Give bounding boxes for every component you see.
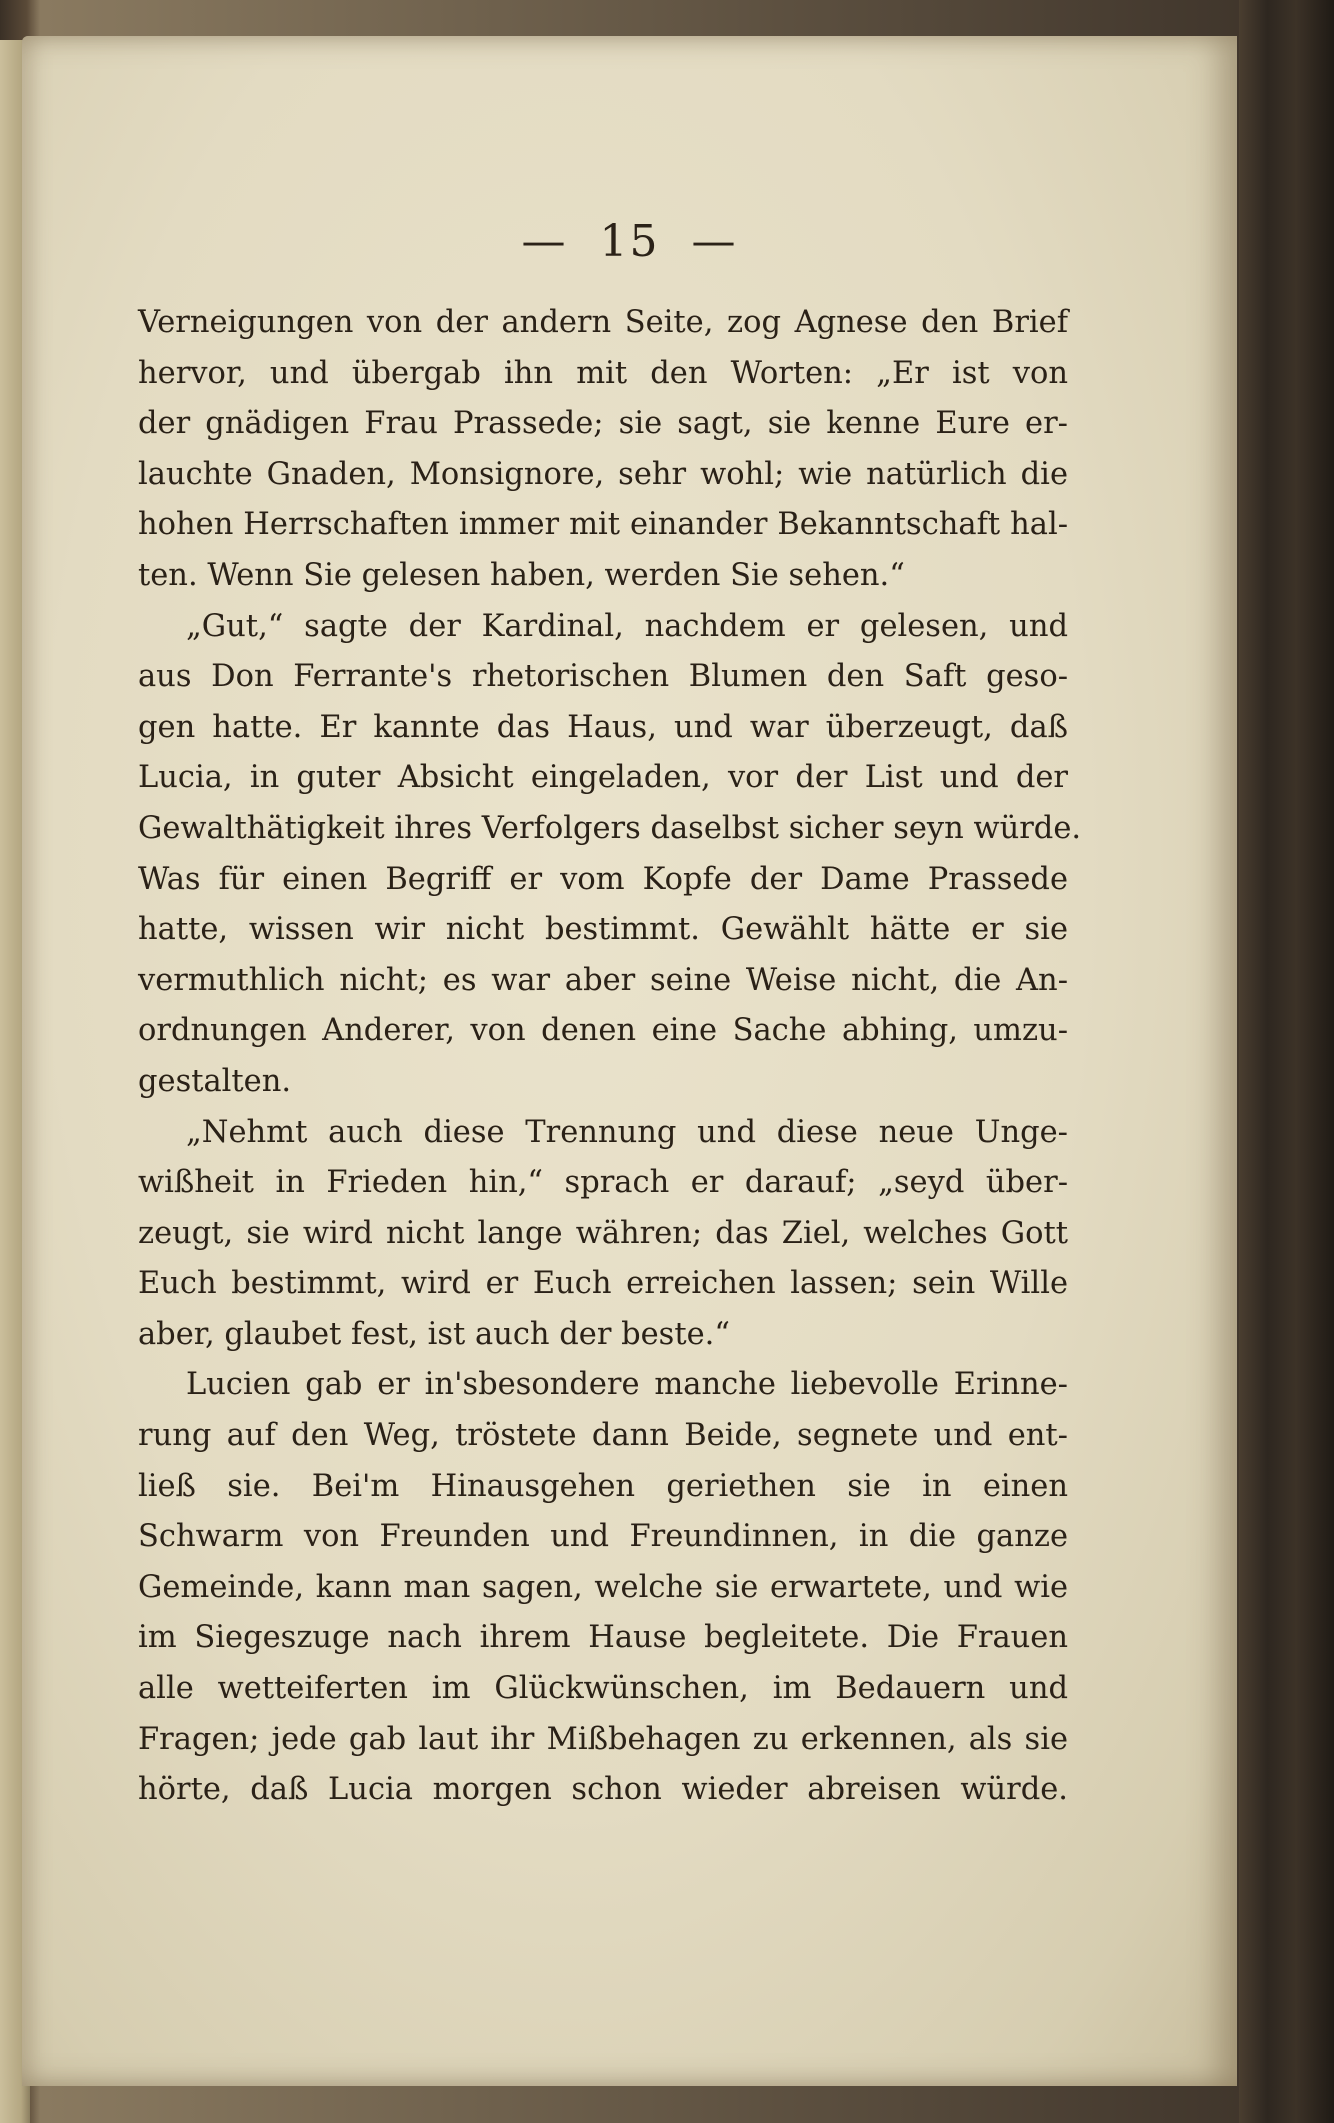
text-line: Fragen; jede gab laut ihr Mißbehagen zu erkennen, als sie <box>138 1721 1068 1757</box>
text-line: ließ sie. Bei'm Hinausgehen geriethen sie in einen <box>138 1468 1068 1504</box>
book-page <box>22 36 1237 2086</box>
header-dash-left: — <box>521 216 568 267</box>
page-header <box>22 216 1237 267</box>
text-line: ordnungen Anderer, von denen eine Sache abhing, umzu- <box>138 1013 1068 1049</box>
text-line: gestalten. <box>138 1063 292 1099</box>
text-line: Gemeinde, kann man sagen, welche sie erwartete, und wie <box>138 1569 1068 1605</box>
text-line: Verneigungen von der andern Seite, zog Agnese den Brief <box>138 305 1068 340</box>
text-line: im Siegeszuge nach ihrem Hause begleitete. Die Frauen <box>138 1620 1068 1656</box>
text-line: hörte, daß Lucia morgen schon wieder abreisen würde. <box>138 1772 1068 1808</box>
text-line: hatte, wissen wir nicht bestimmt. Gewählt hätte er sie <box>138 912 1068 948</box>
text-line: Lucia, in guter Absicht eingeladen, vor der List und der <box>138 760 1068 796</box>
page-number: 15 <box>599 216 660 267</box>
text-line: gen hatte. Er kannte das Haus, und war überzeugt, daß <box>138 709 1068 745</box>
text-line: alle wetteiferten im Glückwünschen, im Bedauern und <box>138 1671 1068 1707</box>
text-line: wißheit in Frieden hin,“ sprach er darauf; „seyd über- <box>138 1165 1068 1201</box>
text-line: der gnädigen Frau Prassede; sie sagt, sie kenne Eure er- <box>138 406 1068 442</box>
text-line: Euch bestimmt, wird er Euch erreichen lassen; sein Wille <box>138 1266 1068 1302</box>
body-text <box>138 298 1082 1816</box>
text-line: hervor, und übergab ihn mit den Worten: „Er ist von <box>138 355 1068 391</box>
text-line: „Nehmt auch diese Trennung und diese neue Unge- <box>186 1114 1068 1150</box>
text-line: aus Don Ferrante's rhetorischen Blumen den Saft geso- <box>138 659 1068 695</box>
text-line: hohen Herrschaften immer mit einander Bekanntschaft hal- <box>138 507 1068 543</box>
text-line: ten. Wenn Sie gelesen haben, werden Sie sehen.“ <box>138 557 905 593</box>
text-line: rung auf den Weg, tröstete dann Beide, segnete und ent- <box>138 1418 1068 1454</box>
text-line: lauchte Gnaden, Monsignore, sehr wohl; wie natürlich die <box>138 456 1068 492</box>
text-line: Gewalthätigkeit ihres Verfolgers daselbst sicher seyn würde. <box>138 810 1082 846</box>
book-cover-edge <box>1239 0 1334 2123</box>
text-line: Was für einen Begriff er vom Kopfe der Dame Prassede <box>138 861 1068 897</box>
text-line: zeugt, sie wird nicht lange währen; das Ziel, welches Gott <box>138 1215 1068 1251</box>
text-line: Schwarm von Freunden und Freundinnen, in die ganze <box>138 1519 1068 1555</box>
text-line: aber, glaubet fest, ist auch der beste.“ <box>138 1316 730 1352</box>
header-dash-right: — <box>691 216 738 267</box>
text-line: Lucien gab er in'sbesondere manche liebevolle Erinne- <box>186 1367 1068 1403</box>
text-line: vermuthlich nicht; es war aber seine Weise nicht, die An- <box>138 962 1068 998</box>
text-line: „Gut,“ sagte der Kardinal, nachdem er gelesen, und <box>186 608 1068 644</box>
